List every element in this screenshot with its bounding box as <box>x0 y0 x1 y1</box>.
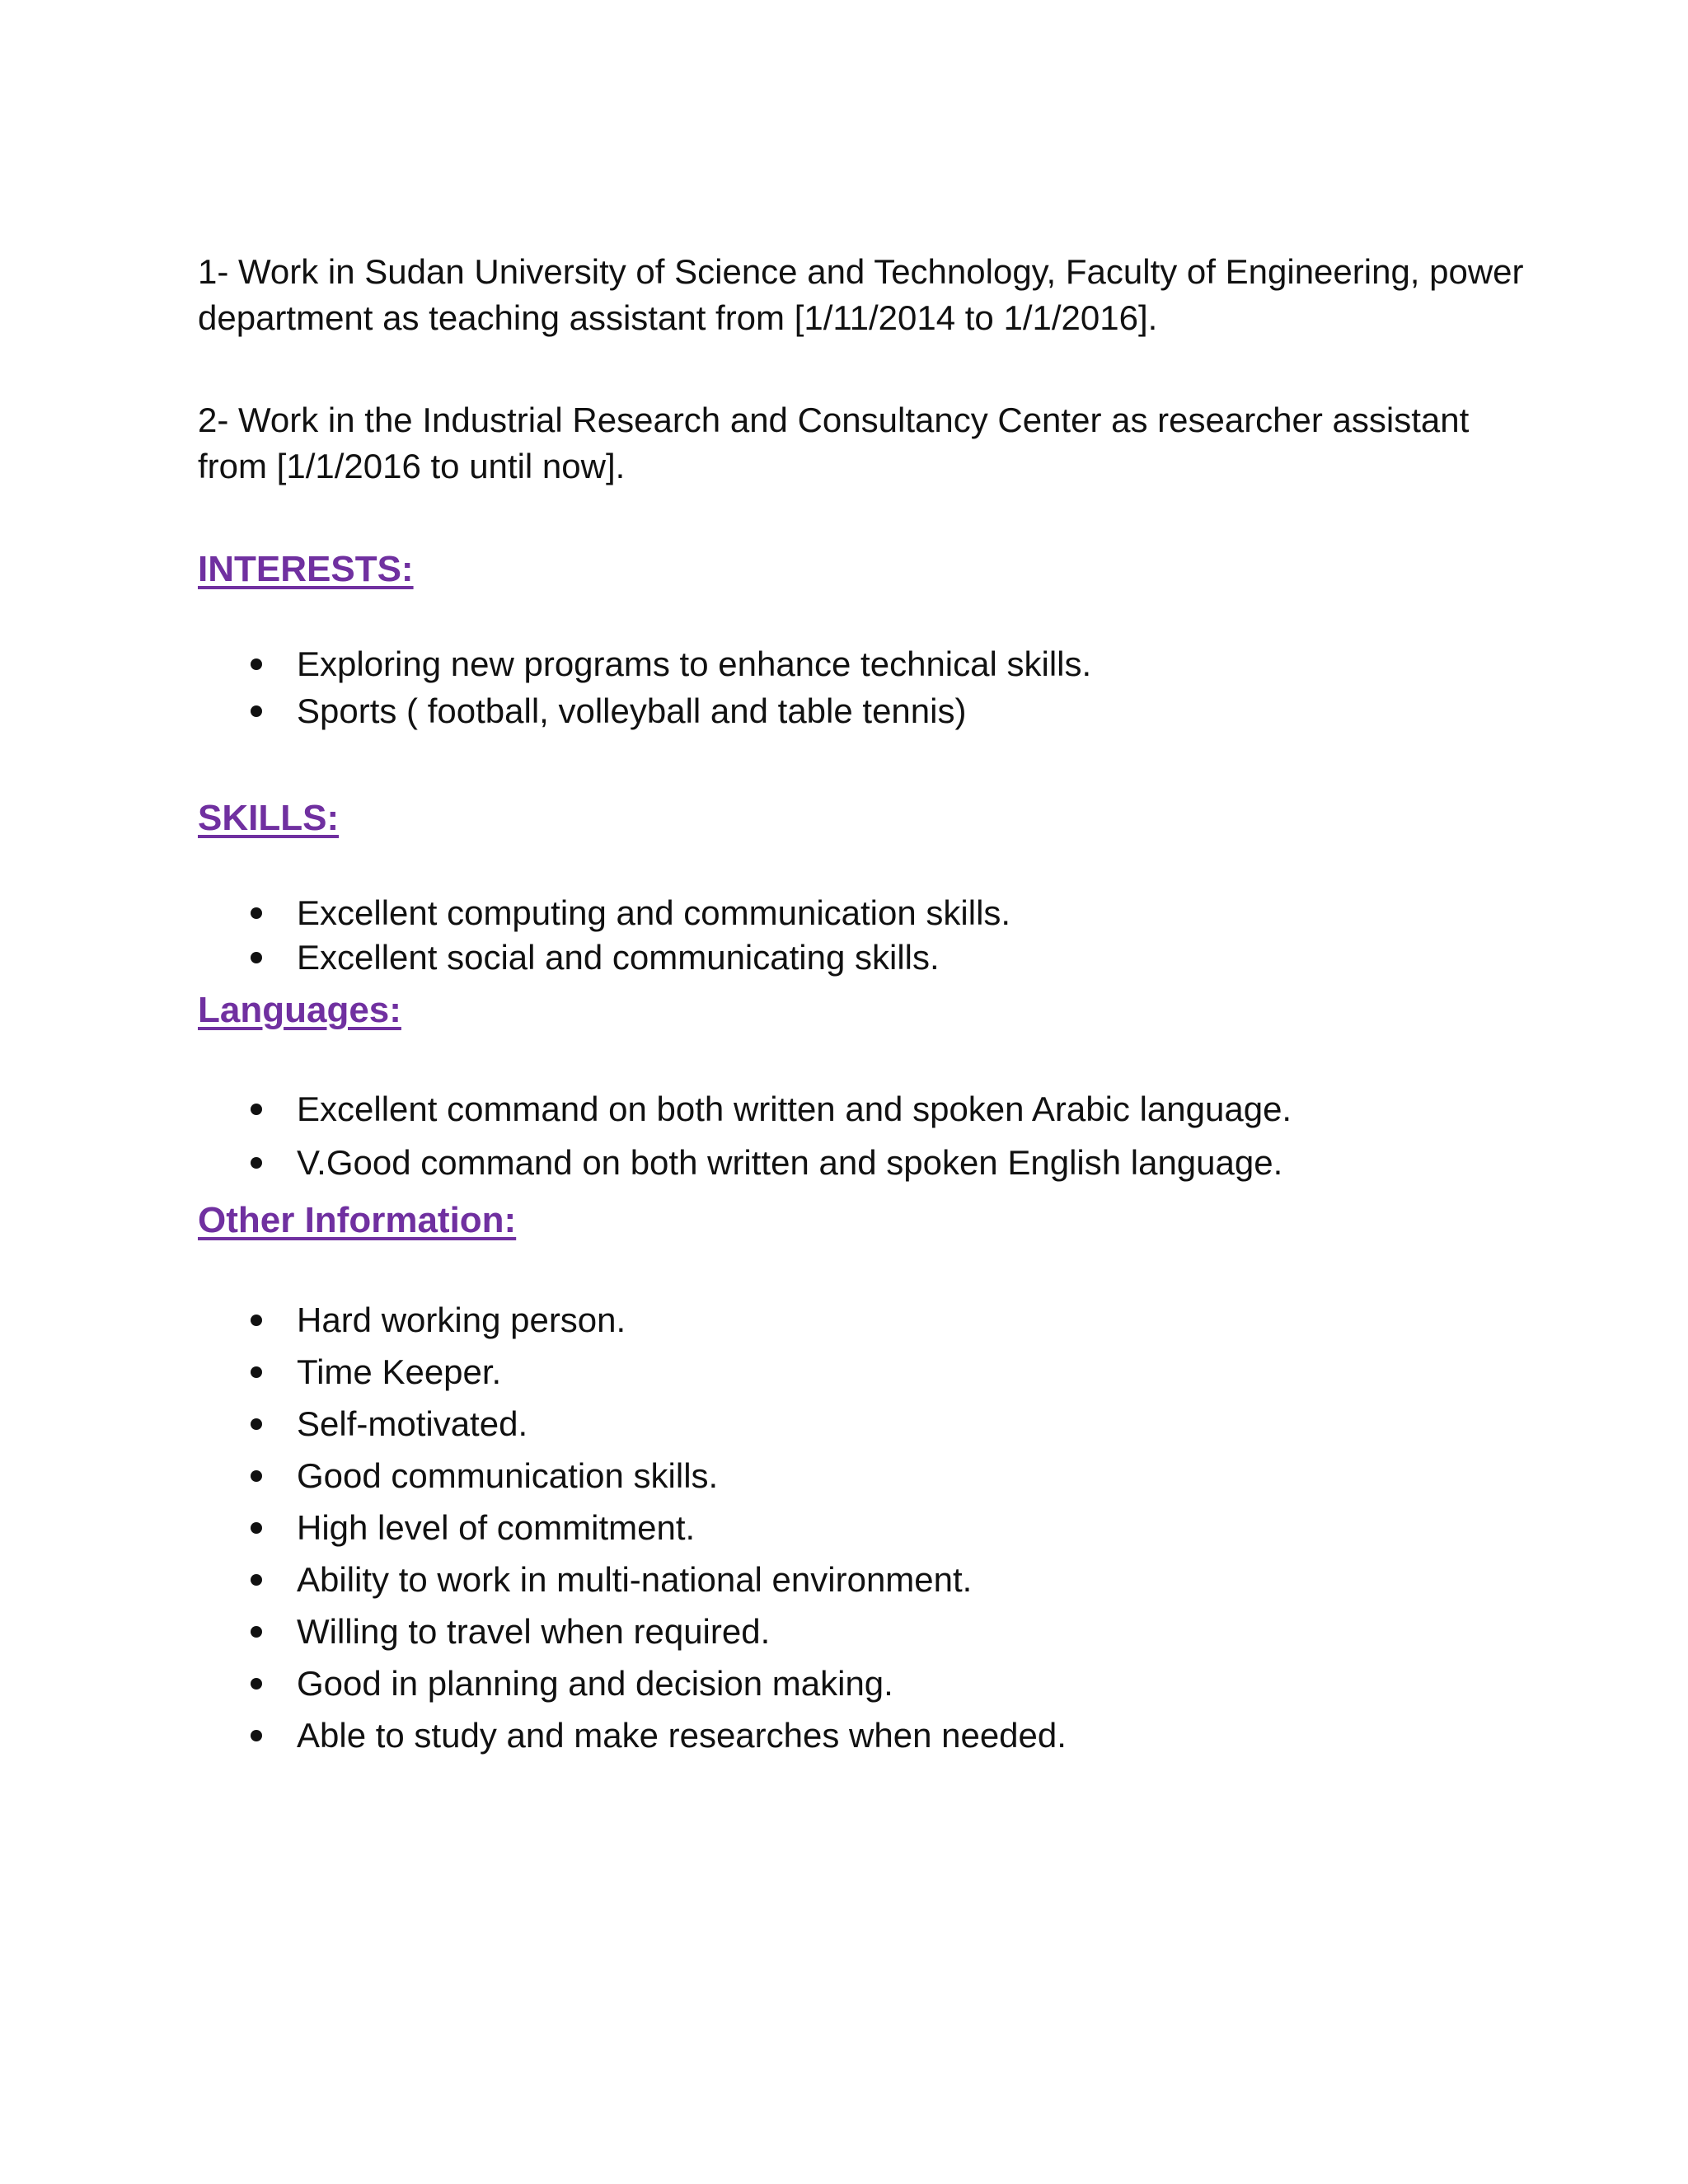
experience-item-1: 1- Work in Sudan University of Science and Technology, Faculty of Engineering, power department as teaching assistant from [1/11/2014 to 1/1/2016]. <box>198 252 1524 337</box>
other-info-text: Good in planning and decision making. <box>297 1664 893 1703</box>
other-info-text: Good communication skills. <box>297 1456 719 1495</box>
language-text: Excellent command on both written and spoken Arabic language. <box>297 1090 1292 1128</box>
bullet-icon <box>251 658 262 670</box>
interest-text: Sports ( football, volleyball and table tennis) <box>297 691 967 730</box>
other-info-text: Willing to travel when required. <box>297 1612 771 1651</box>
bullet-icon <box>251 907 262 919</box>
other-info-text: Time Keeper. <box>297 1352 502 1391</box>
other-info-text: High level of commitment. <box>297 1508 696 1547</box>
languages-heading: Languages: <box>198 990 401 1030</box>
bullet-icon <box>251 705 262 717</box>
bullet-icon <box>251 1315 262 1326</box>
bullet-icon <box>251 1470 262 1482</box>
interest-text: Exploring new programs to enhance technical skills. <box>297 644 1092 683</box>
bullet-icon <box>251 1522 262 1534</box>
bullet-icon <box>251 1104 262 1115</box>
bullet-icon <box>251 1574 262 1586</box>
skills-heading: SKILLS: <box>198 798 340 838</box>
bullet-icon <box>251 1626 262 1638</box>
other-information-heading: Other Information: <box>198 1200 517 1240</box>
bullet-icon <box>251 1418 262 1430</box>
bullet-icon <box>251 952 262 963</box>
skill-text: Excellent computing and communication skills. <box>297 893 1011 932</box>
skill-text: Excellent social and communicating skills. <box>297 938 940 977</box>
language-text: V.Good command on both written and spoken English language. <box>297 1143 1283 1182</box>
bullet-icon <box>251 1730 262 1741</box>
other-info-text: Hard working person. <box>297 1301 626 1339</box>
bullet-icon <box>251 1366 262 1378</box>
bullet-icon <box>251 1678 262 1690</box>
interests-heading: INTERESTS: <box>198 549 414 589</box>
other-info-text: Ability to work in multi-national environment. <box>297 1560 973 1599</box>
bullet-icon <box>251 1157 262 1169</box>
other-info-text: Able to study and make researches when needed. <box>297 1716 1067 1755</box>
other-info-text: Self-motivated. <box>297 1404 528 1443</box>
experience-item-2: 2- Work in the Industrial Research and Consultancy Center as researcher assistant from [1/1/2016 to until now]. <box>198 401 1470 485</box>
